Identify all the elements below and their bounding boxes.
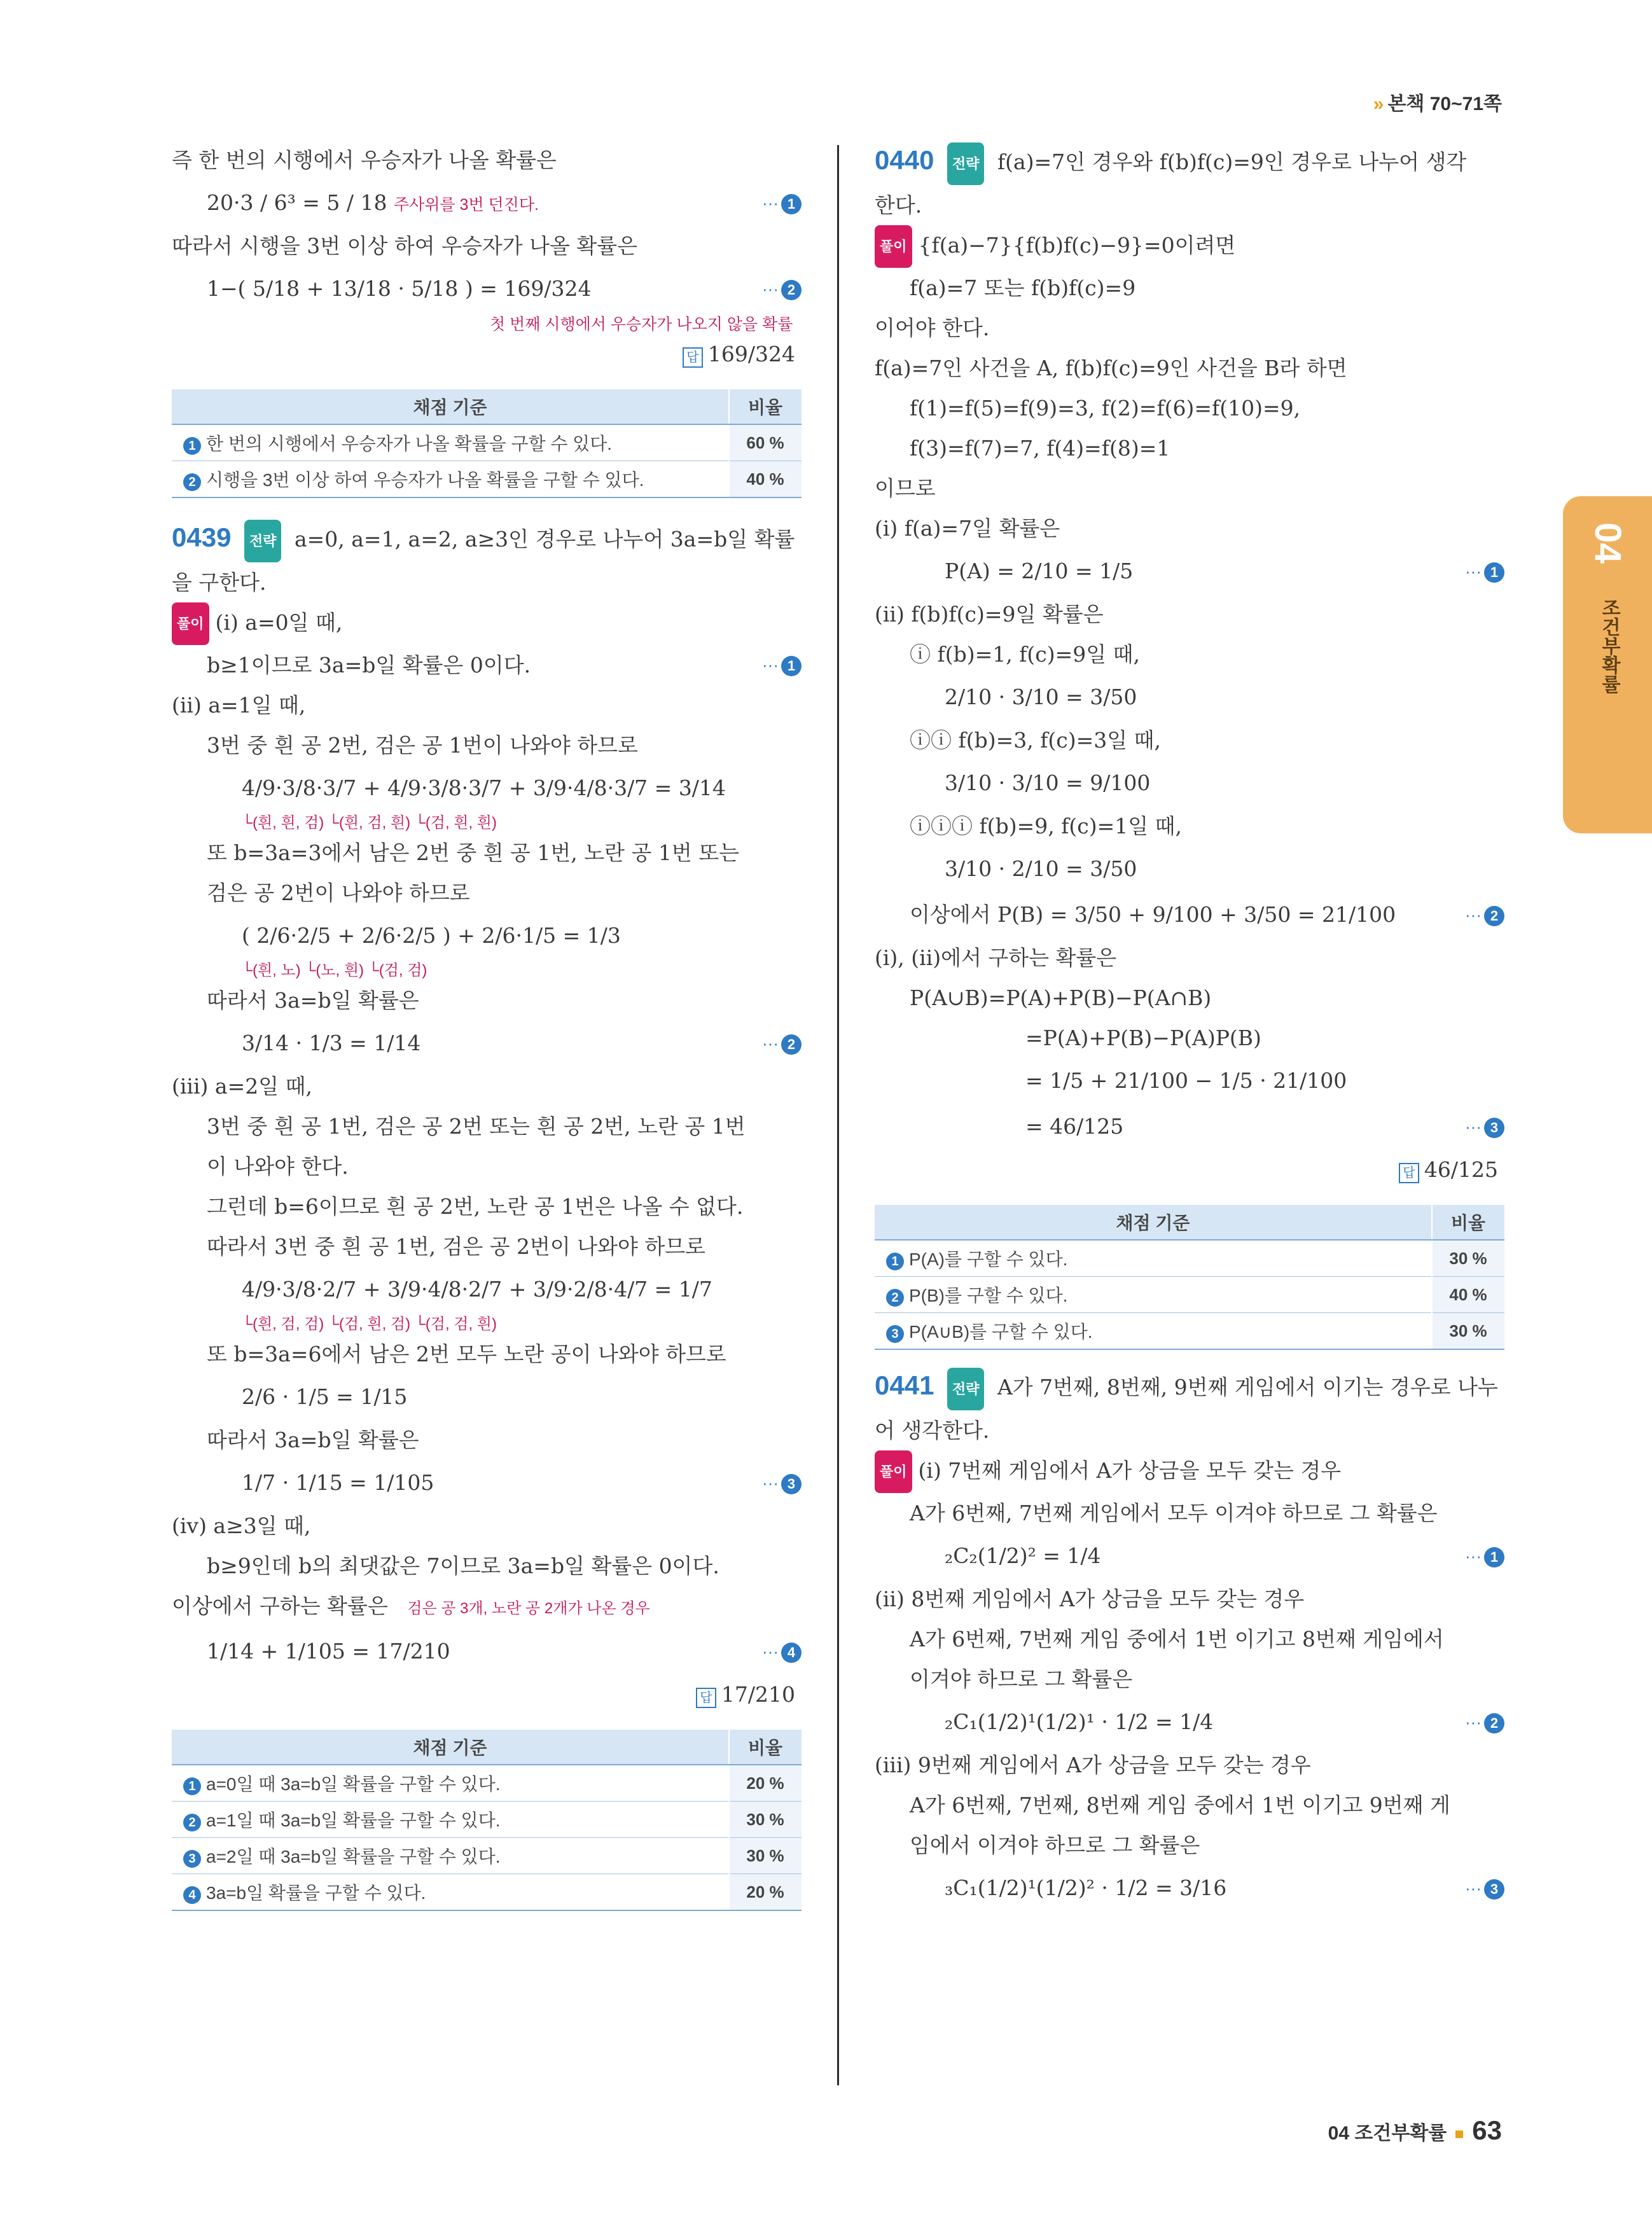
step-marker: ··· 3 [1465, 1865, 1504, 1911]
annotation-line: └(흰, 흰, 검) └(흰, 검, 흰) └(검, 흰, 흰) [242, 814, 497, 831]
text-line: A가 6번째, 7번째, 8번째 게임 중에서 1번 이기고 9번째 게 [910, 1793, 1450, 1817]
text-line: A가 6번째, 7번째 게임에서 모두 이겨야 하므로 그 확률은 [910, 1501, 1438, 1526]
math-line: ₃C₁(1/2)¹(1/2)² · 1/2 = 3/16 ··· 3 [875, 1865, 1504, 1911]
table-row: 2 시행을 3번 이상 하여 우승자가 나올 확률을 구할 수 있다. 40 % [172, 461, 802, 498]
math-line: 1/7 · 1/15 = 1/105 ··· 3 [172, 1460, 802, 1506]
answer-icon: 답 [696, 1688, 716, 1708]
footer-chapter: 04 조건부확률 [1328, 2123, 1447, 2144]
text-line: 따라서 시행을 3번 이상 하여 우승자가 나올 확률은 [172, 233, 637, 258]
math-line: 4/9·3/8·3/7 + 4/9·3/8·3/7 + 3/9·4/8·3/7 = 3/14 [242, 775, 726, 800]
strategy-badge: 전략 [947, 142, 985, 185]
strategy-badge: 전략 [244, 520, 282, 562]
text-line: 이겨야 하므로 그 확률은 [910, 1667, 1133, 1692]
text-line: 이어야 한다. [875, 316, 990, 340]
step-marker: ··· 1 [1465, 1533, 1504, 1579]
text-line: 즉 한 번의 시행에서 우승자가 나올 확률은 [172, 148, 557, 172]
grading-table [875, 1205, 1504, 1350]
chapter-number: 04 [1586, 522, 1628, 564]
text-line: (iii) 9번째 게임에서 A가 상금을 모두 갖는 경우 [875, 1753, 1311, 1777]
text-line: 임에서 이겨야 하므로 그 확률은 [910, 1833, 1200, 1858]
text-line: 3번 중 흰 공 1번, 검은 공 2번 또는 흰 공 2번, 노란 공 1번 [207, 1114, 746, 1139]
table-row: 1 P(A)를 구할 수 있다. 30 % [875, 1240, 1504, 1277]
text-line: 이상에서 구하는 확률은 검은 공 3개, 노란 공 2개가 나온 경우 [172, 1594, 650, 1618]
math-line: ( 2/6·2/5 + 2/6·2/5 ) + 2/6·1/5 = 1/3 [242, 923, 621, 948]
table-row: 2 a=1일 때 3a=b일 확률을 구할 수 있다. 30 % [172, 1802, 802, 1838]
text-line: f(a)=7 또는 f(b)f(c)=9 [910, 275, 1136, 300]
table-row: 1 한 번의 시행에서 우승자가 나올 확률을 구할 수 있다. 60 % [172, 424, 802, 461]
problem-header: 0440 전략 f(a)=7인 경우와 f(b)f(c)=9인 경우로 나누어 생각 [875, 140, 1504, 185]
table-row: 3 a=2일 때 3a=b일 확률을 구할 수 있다. 30 % [172, 1838, 802, 1874]
answer-icon: 답 [1399, 1163, 1419, 1183]
text-line: 따라서 3a=b일 확률은 [207, 988, 419, 1013]
problem-header: 0441 전략 A가 7번째, 8번째, 9번째 게임에서 이기는 경우로 나누 [875, 1365, 1504, 1410]
right-column [875, 140, 1504, 1911]
math-line: ₂C₁(1/2)¹(1/2)¹ · 1/2 = 1/4 ··· 2 [875, 1699, 1504, 1745]
text-line: 따라서 3a=b일 확률은 [207, 1428, 419, 1452]
page-number: 63 [1472, 2115, 1502, 2145]
table-header: 채점 기준 [172, 1730, 729, 1765]
solution-badge: 풀이 [875, 225, 912, 268]
column-divider [837, 145, 839, 2085]
text-line: 풀이 (i) a=0일 때, [172, 602, 802, 646]
math-line: 4/9·3/8·2/7 + 3/9·4/8·2/7 + 3/9·2/8·4/7 = 1/7 [242, 1277, 712, 1302]
math-line: = 1/5 + 21/100 − 1/5 · 21/100 [1025, 1068, 1347, 1093]
text-line: 또 b=3a=3에서 남은 2번 중 흰 공 1번, 노란 공 1번 또는 [207, 840, 740, 865]
math-line: 1−( 5/18 + 13/18 · 5/18 ) = 169/324 ··· 2 [172, 266, 802, 312]
text-line: (iv) a≥3일 때, [172, 1513, 311, 1538]
text-line: =P(A)+P(B)−P(A)P(B) [1025, 1025, 1261, 1050]
step-marker: ··· 1 [762, 180, 802, 226]
math-line: 2/6 · 1/5 = 1/15 [242, 1384, 408, 1409]
annotation-line [172, 312, 802, 334]
chapter-title: 조건부확률 [1599, 598, 1620, 693]
text-line: b≥1이므로 3a=b일 확률은 0이다. ··· 1 [172, 645, 802, 685]
table-row: 1 a=0일 때 3a=b일 확률을 구할 수 있다. 20 % [172, 1765, 802, 1802]
text-line: 한다. [875, 192, 922, 218]
text-line: 이 나와야 한다. [207, 1154, 349, 1179]
page-footer [1328, 2115, 1502, 2146]
text-line: (ii) a=1일 때, [172, 693, 306, 718]
text-line: 풀이 {f(a)−7}{f(b)f(c)−9}=0이려면 [875, 225, 1504, 268]
table-header: 채점 기준 [875, 1205, 1432, 1240]
annotation: 첫 번째 시행에서 우승자가 나오지 않을 확률 [490, 316, 793, 333]
step-marker: ··· 2 [1465, 892, 1504, 938]
math-line: P(A) = 2/10 = 1/5 ··· 1 [875, 548, 1504, 594]
text-line: A가 6번째, 7번째 게임 중에서 1번 이기고 8번째 게임에서 [910, 1627, 1444, 1651]
math-line: 3/14 · 1/3 = 1/14 ··· 2 [172, 1020, 802, 1066]
problem-number: 0439 [172, 522, 232, 552]
math-line: 3/10 · 2/10 = 3/50 [945, 856, 1137, 881]
math-line: 20·3 / 6³ = 5 / 18 주사위를 3번 던진다. ··· 1 [172, 180, 802, 226]
grading-table [172, 389, 802, 498]
math-line: 1/14 + 1/105 = 17/210 ··· 4 [172, 1629, 802, 1674]
table-row: 2 P(B)를 구할 수 있다. 40 % [875, 1277, 1504, 1313]
step-marker: ··· 3 [1465, 1104, 1504, 1150]
answer-icon: 답 [683, 347, 703, 368]
left-column [172, 140, 802, 1926]
math-line: = 46/125 ··· 3 [875, 1104, 1504, 1150]
step-marker: ··· 4 [762, 1629, 802, 1674]
text-line: 이므로 [875, 476, 936, 501]
step-marker: ··· 2 [1465, 1699, 1504, 1745]
step-marker: ··· 1 [762, 645, 802, 685]
table-header: 채점 기준 [172, 389, 729, 424]
text-line: (ii) f(b)f(c)=9일 확률은 [875, 602, 1104, 627]
solution-badge: 풀이 [875, 1450, 912, 1493]
text-line: 3번 중 흰 공 2번, 검은 공 1번이 나와야 하므로 [207, 733, 638, 758]
step-marker: ··· 3 [762, 1460, 802, 1506]
table-header: 비율 [1432, 1205, 1504, 1240]
text-line: f(a)=7인 사건을 A, f(b)f(c)=9인 사건을 B라 하면 [875, 356, 1347, 380]
text-line: ⓘⓘⓘ f(b)=9, f(c)=1일 때, [910, 814, 1183, 838]
problem-number: 0440 [875, 145, 934, 175]
text-line: ⓘⓘ f(b)=3, f(c)=3일 때, [910, 728, 1162, 753]
text-line: 그런데 b=6이므로 흰 공 2번, 노란 공 1번은 나올 수 없다. [207, 1194, 744, 1219]
answer: 답 169/324 [172, 334, 802, 374]
answer: 답 17/210 [172, 1674, 802, 1714]
text-line: f(1)=f(5)=f(9)=3, f(2)=f(6)=f(10)=9, [910, 396, 1301, 420]
book-reference: » 본책 70~71쪽 [1373, 94, 1502, 115]
step-marker: ··· 2 [762, 266, 802, 312]
text-line: ⓘ f(b)=1, f(c)=9일 때, [910, 642, 1141, 667]
table-row: 3 P(A∪B)를 구할 수 있다. 30 % [875, 1313, 1504, 1350]
text-line: b≥9인데 b의 최댓값은 7이므로 3a=b일 확률은 0이다. [207, 1553, 719, 1578]
answer: 답 46/125 [875, 1150, 1504, 1190]
grading-table [172, 1730, 802, 1911]
math-line: 이상에서 P(B) = 3/50 + 9/100 + 3/50 = 21/100 ··· 2 [875, 892, 1504, 938]
text-line: (iii) a=2일 때, [172, 1074, 312, 1099]
math-line: ₂C₂(1/2)² = 1/4 ··· 1 [875, 1533, 1504, 1579]
annotation-line: └(흰, 검, 검) └(검, 흰, 검) └(검, 검, 흰) [242, 1316, 497, 1333]
text-line: 풀이 (i) 7번째 게임에서 A가 상금을 모두 갖는 경우 [875, 1450, 1504, 1494]
solution-badge: 풀이 [172, 602, 209, 645]
text-line: (ii) 8번째 게임에서 A가 상금을 모두 갖는 경우 [875, 1587, 1305, 1611]
table-header: 비율 [729, 1730, 802, 1765]
footer-square-icon [1455, 2130, 1463, 2138]
table-header: 비율 [729, 389, 802, 424]
problem-number: 0441 [875, 1370, 934, 1400]
text-line: 검은 공 2번이 나와야 하므로 [207, 880, 470, 905]
annotation: 주사위를 3번 던진다. [394, 196, 539, 214]
step-marker: ··· 2 [762, 1020, 802, 1066]
step-marker: ··· 1 [1465, 548, 1504, 594]
table-row: 4 3a=b일 확률을 구할 수 있다. 20 % [172, 1874, 802, 1911]
text-line: 또 b=3a=6에서 남은 2번 모두 노란 공이 나와야 하므로 [207, 1342, 726, 1366]
strategy-badge: 전략 [947, 1368, 985, 1410]
text-line: 따라서 3번 중 흰 공 1번, 검은 공 2번이 나와야 하므로 [207, 1234, 706, 1259]
annotation-line: └(흰, 노) └(노, 흰) └(검, 검) [242, 962, 427, 979]
text-line: 어 생각한다. [875, 1417, 990, 1443]
text-line: P(A∪B)=P(A)+P(B)−P(A∩B) [910, 985, 1212, 1010]
math-line: 3/10 · 3/10 = 9/100 [945, 770, 1151, 795]
problem-header: 0439 전략 a=0, a=1, a=2, a≥3인 경우로 나누어 3a=b일 확률을 구한다. [172, 517, 802, 602]
text-line: (i) f(a)=7일 확률은 [875, 516, 1060, 541]
text-line: f(3)=f(7)=7, f(4)=f(8)=1 [910, 436, 1170, 461]
annotation: 검은 공 3개, 노란 공 2개가 나온 경우 [407, 1600, 650, 1617]
math-line: 2/10 · 3/10 = 3/50 [945, 685, 1137, 709]
text-line: (i), (ii)에서 구하는 확률은 [875, 945, 1117, 970]
chapter-tab [1563, 496, 1652, 833]
